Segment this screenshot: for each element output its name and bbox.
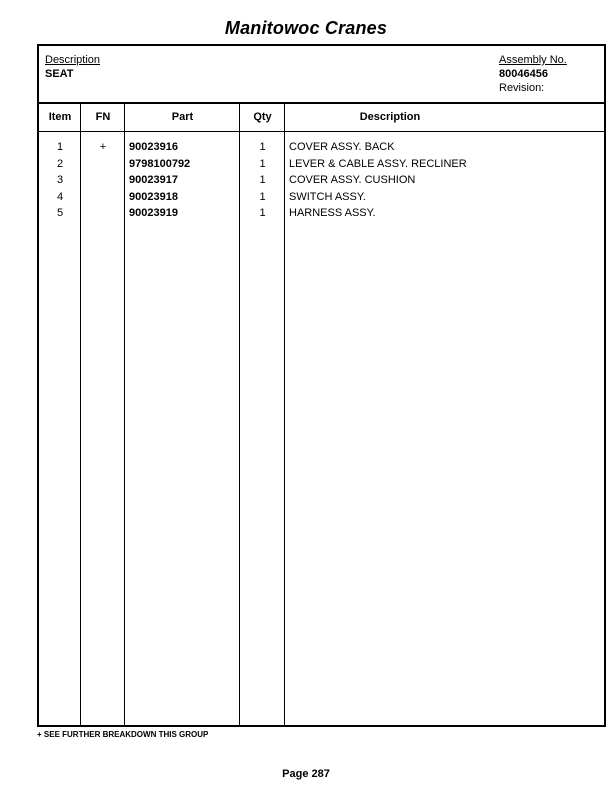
column-header-part: Part: [171, 111, 194, 123]
part-number: 90023916: [129, 141, 178, 153]
quantity: 1: [259, 174, 266, 186]
assembly-number-label: Assembly No.: [499, 54, 567, 66]
quantity: 1: [259, 190, 266, 203]
document-title: Manitowoc Cranes: [224, 18, 388, 38]
parts-list-frame: [37, 44, 606, 727]
description-label: Description: [45, 54, 101, 66]
fn-marker: +: [99, 141, 107, 153]
quantity: 1: [259, 157, 266, 170]
table-row: [39, 156, 604, 173]
table-row: [39, 139, 604, 156]
part-number: 9798100792: [129, 157, 191, 170]
page-number: Page 287: [282, 768, 330, 780]
footnote: + SEE FURTHER BREAKDOWN THIS GROUP: [37, 730, 209, 739]
column-header-qty: Qty: [253, 111, 272, 123]
part-description: SWITCH ASSY.: [289, 190, 366, 203]
part-description: COVER ASSY. CUSHION: [289, 174, 416, 186]
quantity: 1: [259, 207, 266, 219]
assembly-number-value: 80046456: [499, 68, 548, 80]
column-header-description: Description: [359, 111, 421, 123]
description-value: SEAT: [45, 68, 74, 80]
column-header-item: Item: [48, 111, 72, 123]
item-number: 2: [56, 157, 64, 170]
revision-label: Revision:: [499, 82, 545, 94]
part-description: LEVER & CABLE ASSY. RECLINER: [289, 157, 467, 170]
table-row: [39, 172, 604, 189]
part-number: 90023918: [129, 190, 178, 203]
quantity: 1: [259, 141, 266, 153]
table-row: [39, 189, 604, 206]
item-number: 1: [56, 141, 64, 153]
assembly-header: [39, 46, 604, 104]
parts-table-body: [39, 139, 604, 222]
assembly-number-block: [499, 53, 567, 95]
part-description: COVER ASSY. BACK: [289, 141, 395, 153]
table-row: [39, 205, 604, 222]
item-number: 4: [56, 190, 64, 203]
column-header-fn: FN: [95, 111, 111, 123]
part-number: 90023919: [129, 207, 178, 219]
assembly-description-block: [45, 53, 100, 81]
part-description: HARNESS ASSY.: [289, 207, 376, 219]
item-number: 3: [56, 174, 64, 186]
item-number: 5: [56, 207, 64, 219]
part-number: 90023917: [129, 174, 178, 186]
